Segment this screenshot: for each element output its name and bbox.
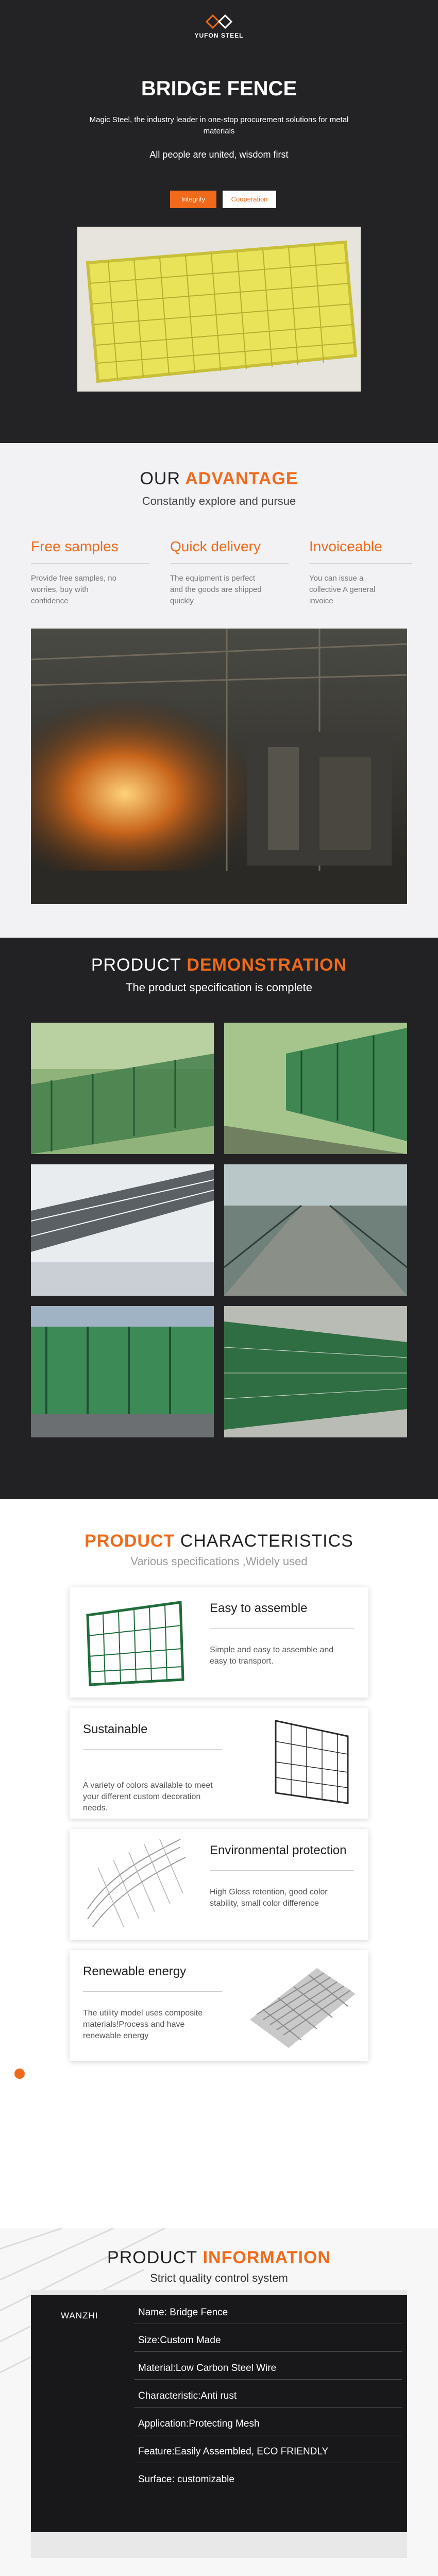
feature-card-environmental: [70, 1829, 368, 1940]
feature-image-easy-assemble: [77, 1595, 193, 1690]
characteristics-subtitle: Various specifications ,Widely used: [130, 1555, 308, 1568]
feature-divider: [210, 1628, 354, 1629]
demonstration-section: [0, 938, 438, 1499]
advantage-desc-free-samples: Provide free samples, no worries, buy with confidence: [31, 574, 116, 605]
brand-name: YUFON STEEL: [194, 32, 244, 39]
hero-section: [0, 0, 438, 443]
advantage-desc-quick-delivery: The equipment is perfect and the goods are shipped quickly: [170, 574, 262, 605]
advantage-title-invoiceable: Invoiceable: [309, 538, 382, 554]
advantage-section: [0, 443, 438, 938]
characteristics-title: PRODUCT CHARACTERISTICS: [85, 1531, 353, 1551]
demo-image-5: [31, 1306, 214, 1437]
info-row-feature: Feature:Easily Assembled, ECO FRIENDLY: [134, 2441, 402, 2463]
advantage-title-quick-delivery: Quick delivery: [170, 538, 261, 554]
info-row-material: Material:Low Carbon Steel Wire: [134, 2357, 402, 2380]
hero-slogan: All people are united, wisdom first: [149, 149, 289, 160]
info-row-name: Name: Bridge Fence: [134, 2301, 402, 2324]
feature-divider: [83, 1749, 222, 1750]
hero-description: Magic Steel, the industry leader in one-stop procurement solutions for metal materials: [89, 115, 349, 135]
feature-title-renewable: Renewable energy: [83, 1964, 187, 1978]
advantage-subtitle: Constantly explore and pursue: [142, 495, 296, 507]
decor-dot: [14, 2069, 25, 2079]
feature-divider: [210, 1870, 354, 1871]
feature-card-sustainable: [70, 1708, 368, 1819]
advantage-title-free-samples: Free samples: [31, 538, 119, 554]
demonstration-title: PRODUCT DEMONSTRATION: [91, 955, 347, 975]
info-row-characteristic: Characteristic:Anti rust: [134, 2385, 402, 2408]
cooperation-button[interactable]: Cooperation: [223, 191, 276, 208]
feature-desc-sustainable: A variety of colors available to meet your different custom decoration needs.: [83, 1781, 213, 1812]
demo-image-2: [224, 1023, 407, 1154]
feature-title-sustainable: Sustainable: [83, 1722, 148, 1736]
demo-image-4: [224, 1164, 407, 1296]
feature-desc-easy-assemble: Simple and easy to assemble and easy to transport.: [210, 1646, 334, 1666]
information-section: [0, 2228, 438, 2576]
demonstration-subtitle: The product specification is complete: [126, 981, 312, 994]
feature-title-environmental: Environmental protection: [210, 1843, 347, 1857]
demo-image-1: [31, 1023, 214, 1154]
information-title: PRODUCT INFORMATION: [107, 2248, 331, 2267]
demo-image-6: [224, 1306, 407, 1437]
integrity-button[interactable]: Integrity: [170, 191, 216, 208]
advantage-free-samples: [31, 538, 149, 607]
demo-image-3: [31, 1164, 214, 1296]
advantage-title: OUR ADVANTAGE: [140, 469, 298, 488]
brand-logo: [204, 14, 234, 29]
feature-image-renewable: [240, 1958, 361, 2053]
hero-fence-image: [77, 227, 361, 392]
information-brand: WANZHI: [61, 2311, 98, 2320]
info-row-application: Application:Protecting Mesh: [134, 2413, 402, 2435]
advantage-desc-invoiceable: You can issue a collective A general invoice: [309, 574, 376, 605]
feature-divider: [83, 1991, 222, 1992]
feature-card-renewable: [70, 1950, 368, 2061]
info-row-size: Size:Custom Made: [134, 2329, 402, 2352]
feature-desc-renewable: The utility model uses composite materials!Process and have renewable energy: [83, 2009, 203, 2040]
characteristics-section: [0, 1499, 438, 2228]
information-panel: [31, 2295, 407, 2532]
advantage-quick-delivery: [170, 538, 289, 607]
feature-card-easy-assemble: [70, 1587, 368, 1698]
information-subtitle: Strict quality control system: [150, 2272, 288, 2284]
hero-title: BRIDGE FENCE: [141, 77, 297, 100]
advantage-invoiceable: [309, 538, 412, 607]
feature-image-sustainable: [260, 1716, 361, 1811]
feature-title-easy-assemble: Easy to assemble: [210, 1601, 308, 1615]
feature-image-environmental: [77, 1837, 193, 1932]
info-row-surface: Surface: customizable: [138, 2474, 234, 2485]
feature-desc-environmental: High Gloss retention, good color stability, small color difference: [210, 1888, 328, 1908]
workshop-image: [31, 629, 407, 904]
